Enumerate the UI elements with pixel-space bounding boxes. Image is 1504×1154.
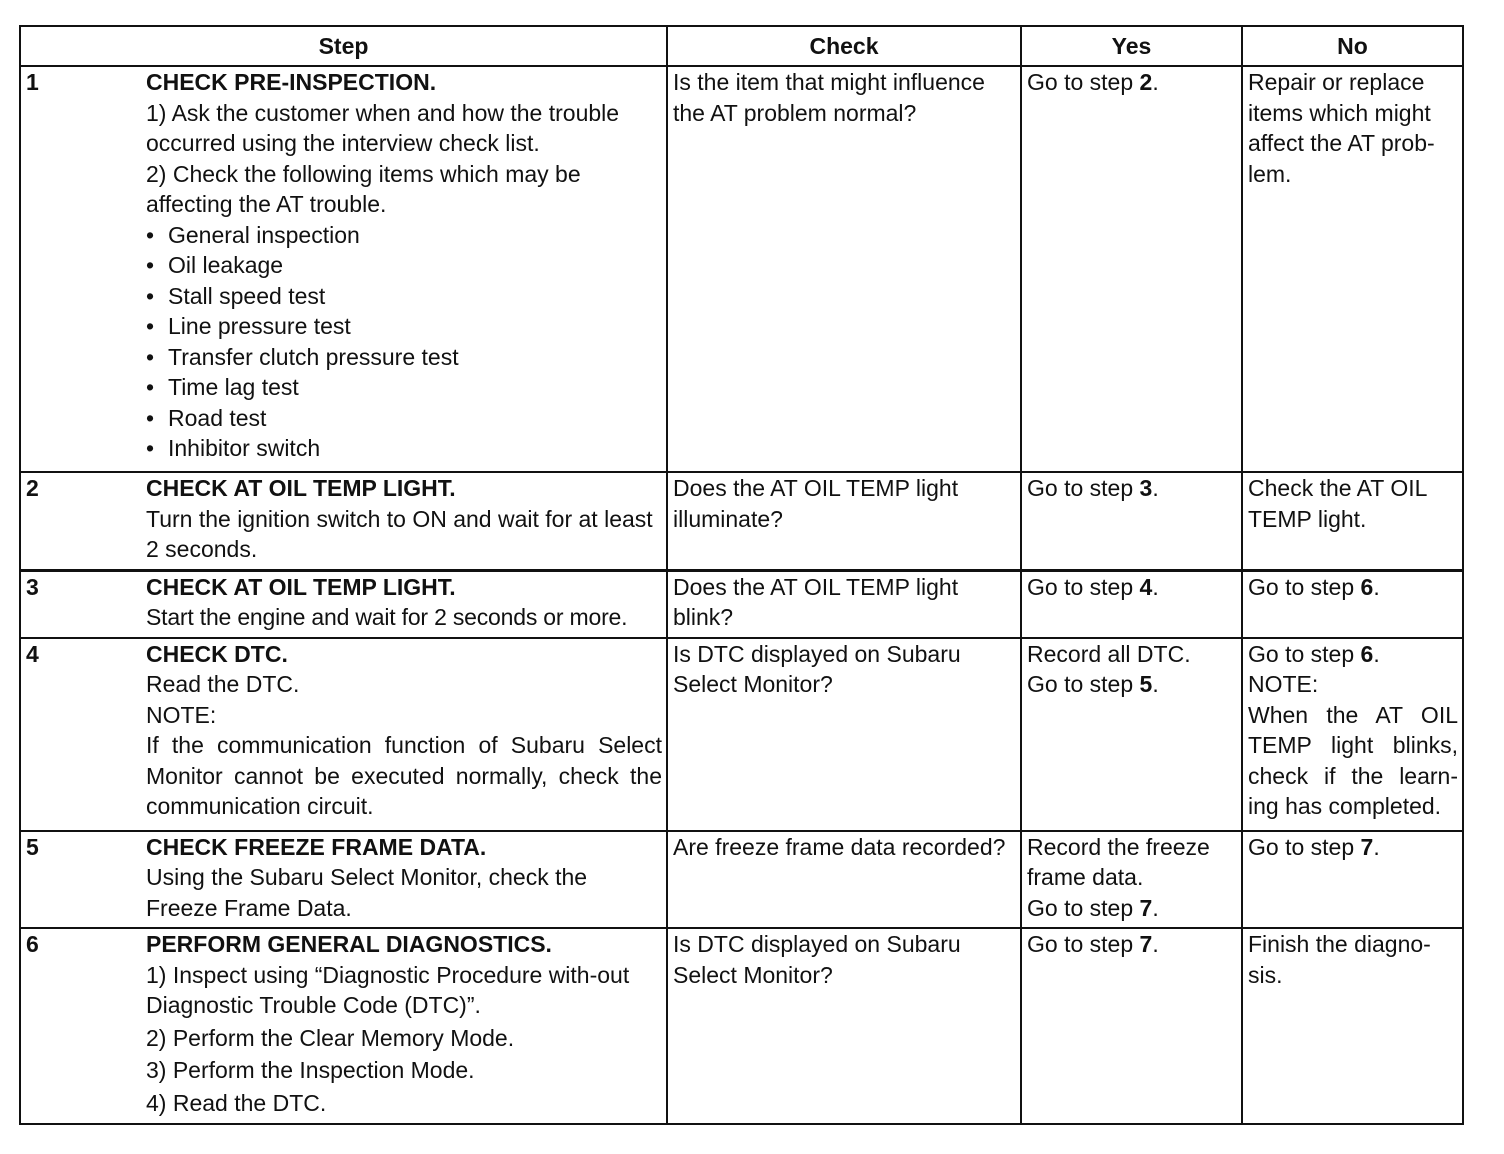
bullet-icon: •: [146, 252, 155, 278]
list-item-text: Stall speed test: [168, 282, 326, 309]
no-cell: Repair or replace items which might affect the AT prob-lem.: [1242, 66, 1463, 472]
note-text: If the communication function of Subaru Select Monitor cannot be executed normally, check the communication circuit.: [146, 732, 662, 819]
yes-step-ref: 7: [1139, 931, 1153, 957]
header-no: No: [1242, 26, 1463, 66]
step-instruction: Start the engine and wait for 2 seconds or more.: [146, 604, 628, 630]
yes-cell: Go to step 7.: [1021, 928, 1242, 1124]
no-cell: Go to step 6. NOTE: When the AT OIL TEMP light blinks, check if the learn-ing has completed.: [1242, 638, 1463, 831]
list-item: [146, 433, 662, 464]
step-cell: [20, 66, 667, 472]
yes-text: Go to step: [1027, 894, 1140, 921]
list-item-text: Oil leakage: [168, 252, 284, 278]
step-title: CHECK AT OIL TEMP LIGHT.: [146, 475, 456, 501]
table-row: [20, 831, 1463, 929]
bullet-icon: •: [146, 282, 155, 309]
no-text: Go to step: [1248, 833, 1361, 860]
header-yes: Yes: [1021, 26, 1242, 66]
check-cell: Does the AT OIL TEMP light blink?: [667, 570, 1021, 638]
no-note-label: NOTE:: [1248, 671, 1319, 697]
check-cell: Does the AT OIL TEMP light illuminate?: [667, 472, 1021, 570]
bullet-icon: •: [146, 343, 155, 370]
no-cell: Go to step 6.: [1242, 570, 1463, 638]
step-cell: [20, 570, 667, 638]
step-number: 2: [26, 475, 39, 501]
bullet-icon: •: [146, 374, 155, 400]
bullet-icon: •: [146, 435, 155, 461]
no-text: Go to step: [1248, 573, 1361, 600]
step-title: CHECK FREEZE FRAME DATA.: [146, 833, 487, 860]
step-instruction: Using the Subaru Select Monitor, check the Freeze Frame Data.: [146, 864, 588, 921]
no-cell: Check the AT OIL TEMP light.: [1242, 472, 1463, 570]
no-step-ref: 6: [1360, 640, 1374, 667]
header-check: Check: [667, 26, 1021, 66]
list-item-text: General inspection: [168, 221, 360, 248]
header-step: Step: [20, 26, 667, 66]
step-cell: [20, 472, 667, 570]
yes-step-ref: 4: [1139, 573, 1153, 600]
step-instruction: 3) Perform the Inspection Mode.: [146, 1057, 475, 1083]
list-item: [146, 342, 662, 373]
yes-text: Go to step: [1027, 931, 1140, 957]
yes-step-ref: 5: [1139, 671, 1153, 697]
yes-step-ref: 7: [1139, 894, 1153, 921]
list-item: [146, 220, 662, 251]
no-cell: Finish the diagno-sis.: [1242, 928, 1463, 1124]
table-row: [20, 570, 1463, 638]
no-note-text: When the AT OIL TEMP light blinks, check if the learn-ing has completed.: [1248, 701, 1458, 819]
list-item: [146, 311, 662, 342]
step-instruction: 2) Check the following items which may be affecting the AT trouble.: [146, 160, 581, 217]
step-number: 4: [26, 640, 39, 667]
list-item: [146, 372, 662, 403]
no-text: Go to step: [1248, 640, 1361, 667]
step-instruction: 1) Inspect using “Diagnostic Procedure with-out Diagnostic Trouble Code (DTC)”.: [146, 961, 630, 1018]
table-row: [20, 928, 1463, 1124]
bullet-icon: •: [146, 221, 155, 248]
list-item-text: Time lag test: [168, 374, 299, 400]
yes-text: Go to step: [1027, 69, 1140, 95]
step-number: 1: [26, 69, 39, 95]
table-row: [20, 66, 1463, 472]
check-cell: Is DTC displayed on Subaru Select Monitor?: [667, 638, 1021, 831]
yes-cell: Go to step 2.: [1021, 66, 1242, 472]
yes-cell: Go to step 4.: [1021, 570, 1242, 638]
step-instruction: Turn the ignition switch to ON and wait for at least 2 seconds.: [146, 505, 653, 562]
no-cell: Go to step 7.: [1242, 831, 1463, 929]
check-cell: Is DTC displayed on Subaru Select Monitor?: [667, 928, 1021, 1124]
step-cell: [20, 638, 667, 831]
list-item-text: Road test: [168, 404, 267, 431]
list-item-text: Inhibitor switch: [168, 435, 321, 461]
yes-step-ref: 2: [1139, 69, 1153, 95]
step-number: 5: [26, 833, 39, 860]
list-item-text: Line pressure test: [168, 313, 351, 339]
step-cell: [20, 831, 667, 929]
list-item-text: Transfer clutch pressure test: [168, 343, 459, 370]
yes-cell: Record the freeze frame data. Go to step 7.: [1021, 831, 1242, 929]
step-number: 6: [26, 931, 39, 957]
no-step-ref: 6: [1360, 573, 1374, 600]
yes-text: Go to step: [1027, 475, 1140, 501]
yes-text: Go to step: [1027, 573, 1140, 600]
step-number: 3: [26, 573, 39, 600]
step-instruction: 4) Read the DTC.: [146, 1089, 327, 1116]
list-item: [146, 281, 662, 312]
yes-cell: Record all DTC. Go to step 5.: [1021, 638, 1242, 831]
list-item: [146, 250, 662, 281]
step-cell: [20, 928, 667, 1124]
step-title: PERFORM GENERAL DIAGNOSTICS.: [146, 931, 552, 957]
table-row: [20, 472, 1463, 570]
yes-cell: Go to step 3.: [1021, 472, 1242, 570]
step-title: CHECK DTC.: [146, 640, 288, 667]
step-instruction: 1) Ask the customer when and how the trouble occurred using the interview check list.: [146, 99, 620, 156]
yes-line: Record all DTC.: [1027, 640, 1191, 667]
note-label: NOTE:: [146, 701, 217, 728]
list-item: [146, 403, 662, 434]
step-instruction: Read the DTC.: [146, 671, 300, 697]
check-cell: Is the item that might influence the AT problem normal?: [667, 66, 1021, 472]
diagnostic-table: [19, 25, 1464, 1125]
no-step-ref: 7: [1360, 833, 1374, 860]
yes-text: Go to step: [1027, 671, 1140, 697]
yes-step-ref: 3: [1139, 475, 1153, 501]
step-title: CHECK AT OIL TEMP LIGHT.: [146, 573, 456, 600]
table-row: [20, 638, 1463, 831]
step-instruction: 2) Perform the Clear Memory Mode.: [146, 1024, 515, 1051]
step-title: CHECK PRE-INSPECTION.: [146, 69, 437, 95]
yes-line: Record the freeze frame data.: [1027, 833, 1210, 890]
bullet-icon: •: [146, 313, 155, 339]
bullet-icon: •: [146, 404, 155, 431]
check-cell: Are freeze frame data recorded?: [667, 831, 1021, 929]
header-row: [20, 26, 1463, 66]
